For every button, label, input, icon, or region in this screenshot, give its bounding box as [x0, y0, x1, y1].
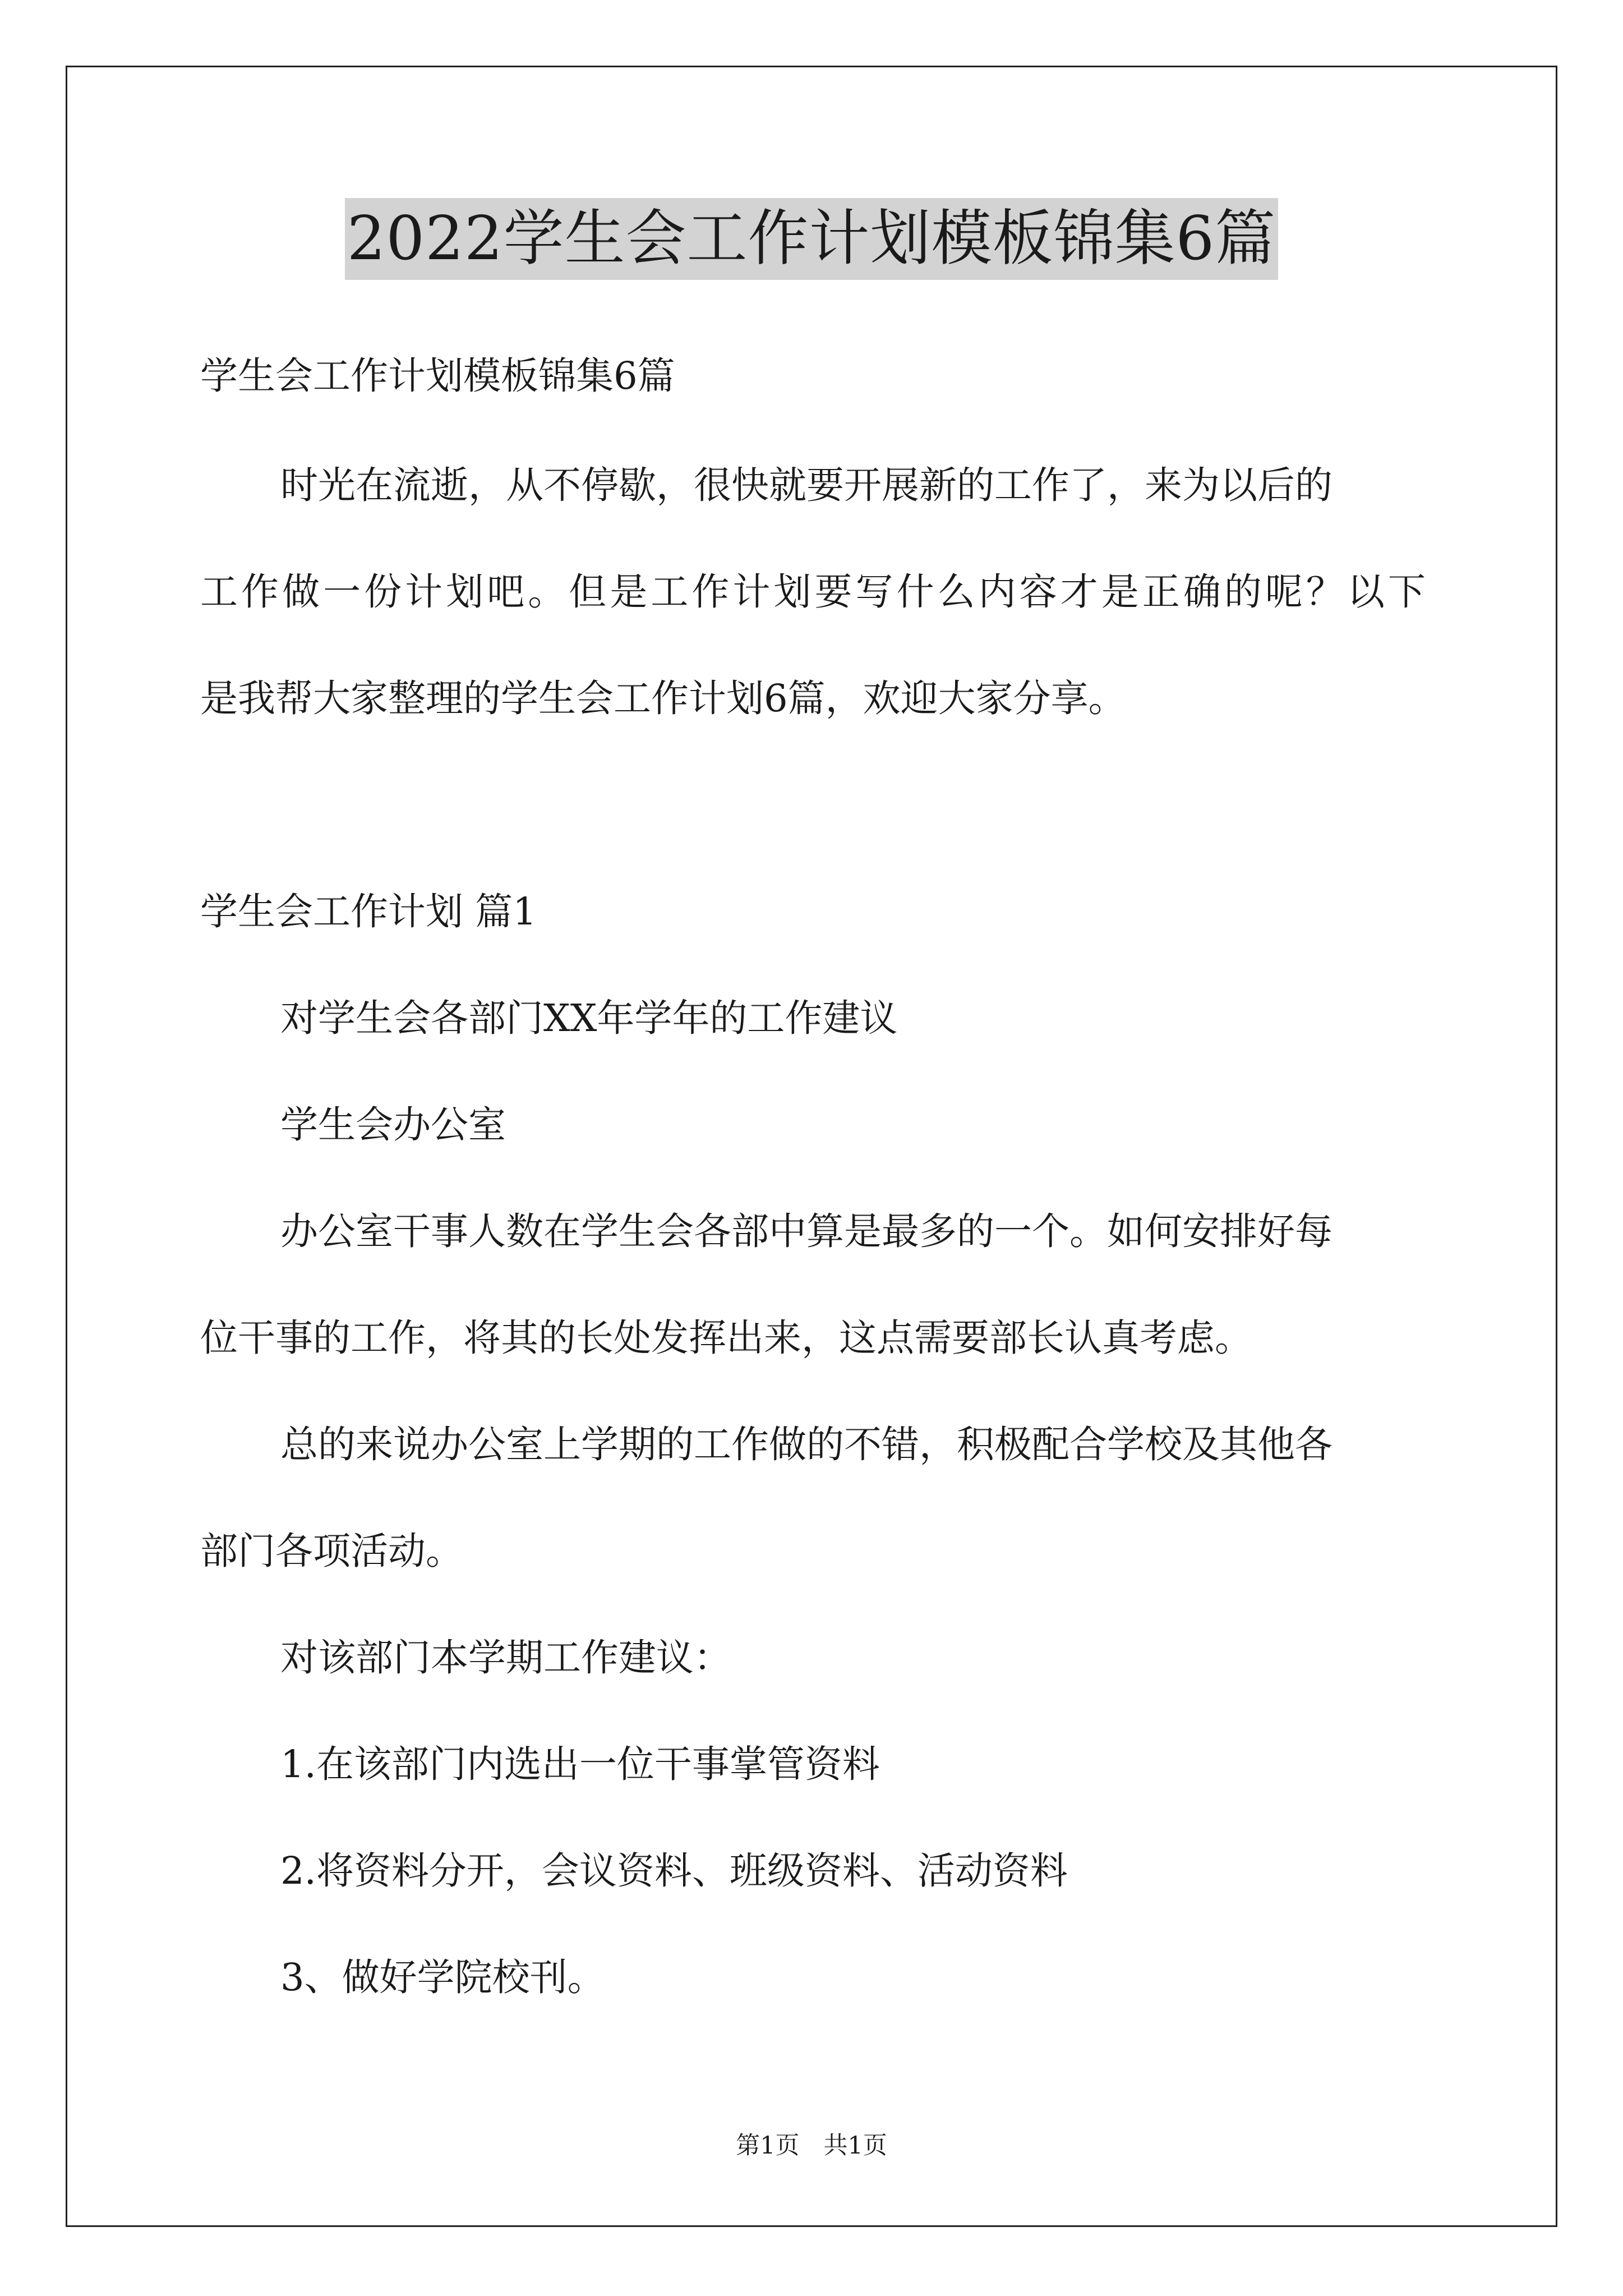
- intro-line-3: 是我帮大家整理的学生会工作计划6篇，欢迎大家分享。: [200, 677, 1126, 720]
- document-title: 2022学生会工作计划模板锦集6篇: [345, 198, 1279, 280]
- intro-line-2: 工作做一份计划吧。但是工作计划要写什么内容才是正确的呢？以下: [200, 570, 1426, 614]
- list-item-1: 1.在该部门内选出一位干事掌管资料: [280, 1742, 880, 1786]
- paragraph-2-line-1: 总的来说办公室上学期的工作做的不错，积极配合学校及其他各: [280, 1423, 1332, 1466]
- page-footer: 第1页 共1页: [736, 2132, 887, 2160]
- document-subtitle: 学生会工作计划模板锦集6篇: [200, 354, 675, 398]
- paragraph-1-line-1: 办公室干事人数在学生会各部中算是最多的一个。如何安排好每: [280, 1209, 1332, 1253]
- list-item-2: 2.将资料分开，会议资料、班级资料、活动资料: [280, 1849, 1068, 1893]
- intro-line-1: 时光在流逝，从不停歇，很快就要开展新的工作了，来为以后的: [280, 463, 1332, 507]
- paragraph-2-line-2: 部门各项活动。: [200, 1529, 463, 1573]
- department-name: 学生会办公室: [280, 1103, 506, 1147]
- list-item-3: 3、做好学院校刊。: [280, 1955, 605, 1999]
- suggestion-title: 对学生会各部门XX年学年的工作建议: [280, 996, 898, 1040]
- title-container: [0, 198, 1623, 280]
- section-heading: 学生会工作计划 篇1: [200, 890, 537, 933]
- advice-intro: 对该部门本学期工作建议：: [280, 1636, 731, 1680]
- paragraph-1-line-2: 位干事的工作，将其的长处发挥出来，这点需要部长认真考虑。: [200, 1316, 1252, 1360]
